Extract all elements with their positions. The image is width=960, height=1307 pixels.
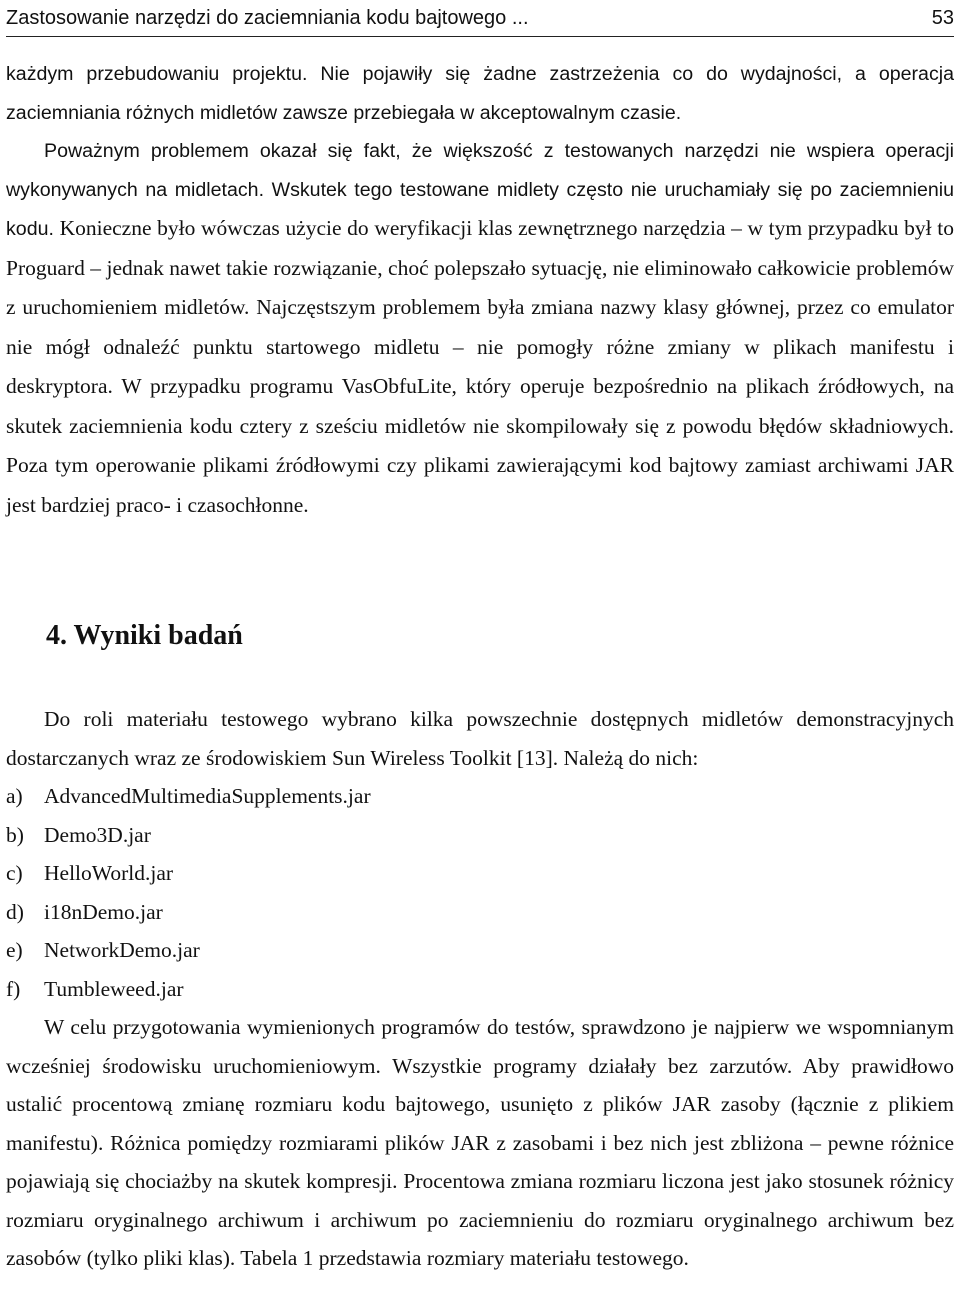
list-item-text: Demo3D.jar xyxy=(44,822,151,847)
paragraph-problems xyxy=(6,132,954,525)
list-item-text: NetworkDemo.jar xyxy=(44,938,200,962)
list-item xyxy=(6,816,954,855)
running-header-title: Zastosowanie narzędzi do zaciemniania kodu bajtowego ... xyxy=(6,6,529,29)
list-item-marker: c) xyxy=(6,861,23,885)
list-item-text: HelloWorld.jar xyxy=(44,861,174,885)
list-item xyxy=(6,970,954,1009)
list-item xyxy=(6,931,954,970)
list-item-marker: a) xyxy=(6,784,23,808)
test-material-list xyxy=(6,777,954,1008)
list-item-marker: e) xyxy=(6,938,23,962)
section-body xyxy=(6,700,954,1278)
section-closing-paragraph: W celu przygotowania wymienionych programów do testów, sprawdzono je najpierw we wspomnianym wcześniej środowisku uruchomieniowym. Wszystkie programy działały bez zarzutów. Aby prawidłowo ustalić procentową zmianę rozmiaru kodu bajtowego, usunięto z plików JAR zasoby (łącznie z plikiem manifestu). Różnica pomiędzy rozmiarami plików JAR z zasobami i bez nich jest zbliżona – pewne różnice pojawiają się chociażby na skutek kompresji. Procentowa zmiana rozmiaru liczona jest jako stosunek różnicy rozmiaru oryginalnego archiwum i archiwum po zaciemnieniu do rozmiaru oryginalnego archiwum bez zasobów (tylko pliki klas). Tabela 1 przedstawia rozmiary materiału testowego. xyxy=(6,1015,954,1270)
list-item-text: i18nDemo.jar xyxy=(44,899,163,924)
list-item-marker: d) xyxy=(6,899,24,924)
paragraph-problems-sans-part: Poważnym problemem okazał się fakt, że większość z testowanych narzędzi nie wspiera operacji wykonywanych na midletach. Wskutek tego testowane midlety często nie uruchamiały się po zaciemnieniu kodu. xyxy=(6,140,954,240)
paragraph-continued: każdym przebudowaniu projektu. Nie pojawiły się żadne zastrzeżenia co do wydajności, a operacja zaciemniania różnych midletów zawsze przebiegała w akceptowalnym czasie. xyxy=(6,63,954,124)
section-intro-paragraph: Do roli materiału testowego wybrano kilka powszechnie dostępnych midletów demonstracyjnych dostarczanych wraz ze środowiskiem Sun Wireless Toolkit [13]. Należą do nich: xyxy=(6,707,954,770)
running-header xyxy=(6,0,954,37)
list-item xyxy=(6,893,954,932)
list-item xyxy=(6,777,954,816)
list-item-marker: f) xyxy=(6,976,21,1001)
paragraph-problems-serif-part: Konieczne było wówczas użycie do weryfikacji klas zewnętrznego narzędzia – w tym przypadku był to Proguard – jednak nawet takie rozwiązanie, choć polepszało sytuację, nie eliminowało całkowicie problemów z uruchomieniem midletów. Najczęstszym problemem była zmiana nazwy klasy głównej, przez co emulator nie mógł odnaleźć punktu startowego midletu – nie pomogły różne zmiany w plikach manifestu i deskryptora. W przypadku programu VasObfuLite, który operuje bezpośrednio na plikach źródłowych, na skutek zaciemnienia kodu cztery z sześciu midletów nie skompilowały się z powodu błędów składniowych. Poza tym operowanie plikami źródłowymi czy plikami zawierającymi kod bajtowy zamiast archiwami JAR jest bardziej praco- i czasochłonne. xyxy=(6,216,954,517)
list-item-text: AdvancedMultimediaSupplements.jar xyxy=(44,784,371,808)
section-heading: 4. Wyniki badań xyxy=(46,620,243,651)
list-item-marker: b) xyxy=(6,822,24,847)
body-text-top xyxy=(6,55,954,525)
list-item xyxy=(6,854,954,893)
page-number: 53 xyxy=(931,6,954,29)
list-item-text: Tumbleweed.jar xyxy=(44,976,184,1001)
